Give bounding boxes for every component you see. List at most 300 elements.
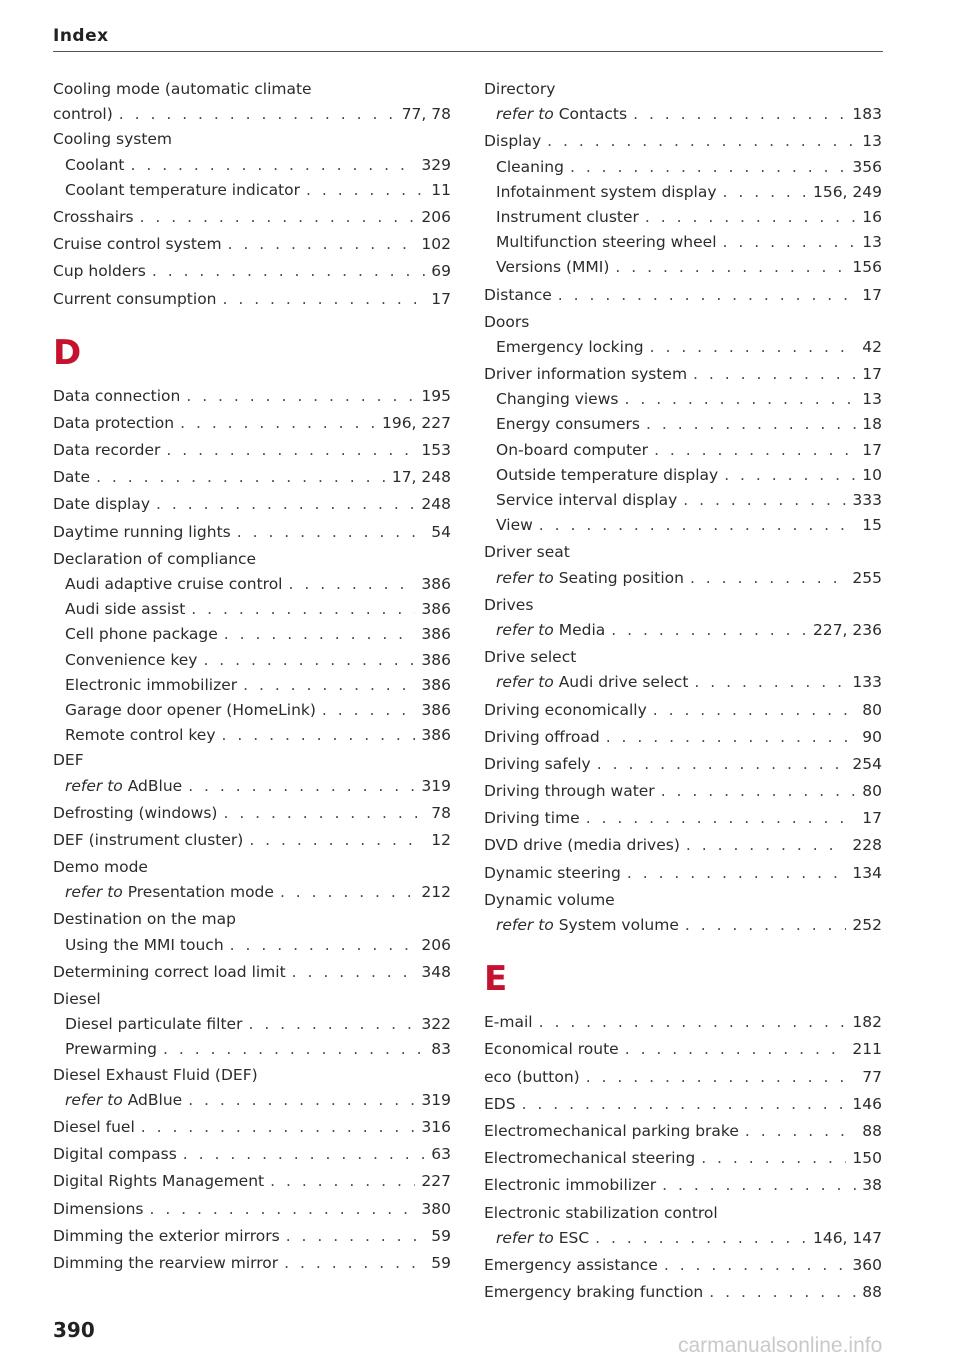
dot-leader <box>539 1010 847 1035</box>
index-entry <box>53 547 451 572</box>
dot-leader <box>188 774 415 799</box>
section-letter: E <box>484 959 508 1000</box>
index-term <box>496 463 718 488</box>
page-reference: 38 <box>862 1176 882 1195</box>
index-entry <box>53 259 451 284</box>
index-term-text: Seating position <box>558 568 684 587</box>
dot-leader <box>292 960 416 985</box>
index-term-text: Audi drive select <box>558 673 689 692</box>
page-reference: 333 <box>852 491 882 509</box>
index-subentry <box>53 153 451 178</box>
index-entry <box>484 1119 882 1144</box>
page-reference: 356 <box>852 157 882 176</box>
page-reference: 206 <box>421 935 451 954</box>
index-entry <box>484 593 882 618</box>
index-entry <box>53 855 451 880</box>
index-term-text: Dimensions <box>53 1199 144 1218</box>
index-term-text: Doors <box>484 312 530 331</box>
index-term-text: Current consumption <box>53 289 217 308</box>
dot-leader <box>690 566 846 591</box>
index-term-text: AdBlue <box>127 776 183 795</box>
page-reference: 54 <box>431 522 451 541</box>
page-reference: 80 <box>862 782 882 801</box>
index-term <box>53 1115 135 1140</box>
index-entry <box>53 1197 451 1222</box>
dot-leader <box>693 362 856 387</box>
index-term-text: Demo mode <box>53 858 148 877</box>
index-term <box>53 287 217 312</box>
dot-leader <box>685 913 847 938</box>
index-term-text: Dynamic volume <box>484 890 615 909</box>
index-term <box>65 774 182 799</box>
cross-reference-label: refer to <box>496 620 554 639</box>
dot-leader <box>547 129 856 154</box>
index-term <box>496 1226 589 1251</box>
page-reference: 77 <box>862 1067 882 1086</box>
index-subentry <box>53 1012 451 1037</box>
index-entry <box>53 1224 451 1249</box>
index-entry <box>484 1280 882 1305</box>
page-reference: 12 <box>431 830 451 849</box>
index-subentry <box>484 180 882 205</box>
index-term-text: Driving through water <box>484 782 655 801</box>
index-entry <box>53 520 451 545</box>
page-reference: 13 <box>862 132 882 151</box>
index-term <box>53 130 172 148</box>
index-entry <box>484 888 882 913</box>
index-term <box>484 752 591 777</box>
index-term-text: Service interval display <box>496 491 678 509</box>
page-reference: 133 <box>852 673 882 692</box>
index-term <box>484 543 570 561</box>
index-entry <box>53 1251 451 1276</box>
page-reference: 59 <box>431 1226 451 1245</box>
dot-leader <box>141 1115 416 1140</box>
index-entry <box>53 205 451 230</box>
index-term <box>53 205 134 230</box>
dot-leader <box>654 438 856 463</box>
index-term-text: Convenience key <box>65 650 198 669</box>
index-term-text: Display <box>484 132 542 151</box>
index-entry <box>53 1115 451 1140</box>
dot-leader <box>615 255 846 280</box>
page-reference: 17 <box>431 289 451 308</box>
dot-leader <box>119 102 396 127</box>
index-term-text: Prewarming <box>65 1040 157 1059</box>
dot-leader <box>280 880 415 905</box>
index-subentry <box>53 1037 451 1062</box>
dot-leader <box>149 1197 415 1222</box>
index-term <box>484 698 647 723</box>
index-term-text: Electronic immobilizer <box>65 675 238 694</box>
dot-leader <box>653 698 857 723</box>
dot-leader <box>724 463 856 488</box>
index-term <box>65 1088 182 1113</box>
index-term-text: ESC <box>558 1228 590 1247</box>
index-term-text: Cooling mode (automatic climate <box>53 80 312 98</box>
dot-leader <box>156 492 415 517</box>
index-term-text: Using the MMI touch <box>65 935 224 954</box>
page-reference: 11 <box>431 180 451 199</box>
page-reference: 206 <box>421 207 451 226</box>
index-term-text: Emergency assistance <box>484 1255 658 1274</box>
index-term <box>484 891 615 909</box>
cross-reference-label: refer to <box>496 568 554 587</box>
index-term-text: Date <box>53 468 91 487</box>
index-subentry <box>53 178 451 203</box>
index-subentry <box>484 387 882 412</box>
page-reference: 248 <box>421 495 451 514</box>
page-reference: 228 <box>852 836 882 855</box>
index-term-text: EDS <box>484 1094 516 1113</box>
page-reference: 386 <box>421 726 451 745</box>
index-term-text: System volume <box>558 916 679 934</box>
page-reference: 17 <box>862 440 882 459</box>
index-subentry <box>53 648 451 673</box>
index-term <box>484 861 621 886</box>
index-entry <box>53 987 451 1012</box>
page-reference: 319 <box>421 1090 451 1109</box>
cross-reference-label: refer to <box>496 105 554 124</box>
index-subentry <box>53 597 451 622</box>
index-term <box>53 492 150 517</box>
index-term-text: Instrument cluster <box>496 207 639 226</box>
dot-leader <box>611 618 807 643</box>
index-entry <box>484 725 882 750</box>
cross-reference-label: refer to <box>65 776 123 795</box>
index-entry <box>53 438 451 463</box>
index-term-text: Cooling system <box>53 130 173 149</box>
index-entry <box>53 127 451 152</box>
page-reference: 360 <box>852 1255 882 1274</box>
index-term <box>496 412 640 437</box>
index-term-text: E-mail <box>484 1013 533 1032</box>
index-term <box>484 1065 580 1090</box>
index-entry <box>53 1063 451 1088</box>
dot-leader <box>597 752 847 777</box>
dot-leader <box>270 1169 415 1194</box>
index-term-text: Coolant temperature indicator <box>65 180 301 199</box>
index-term-text: Energy consumers <box>496 415 641 434</box>
index-term-text: Diesel Exhaust Fluid (DEF) <box>53 1065 258 1084</box>
index-term-text: Date display <box>53 495 151 514</box>
index-subentry <box>484 670 882 695</box>
index-entry <box>53 492 451 517</box>
index-term-text: Declaration of compliance <box>53 549 257 568</box>
index-entry <box>53 1142 451 1167</box>
index-term <box>484 80 555 98</box>
page-reference: 386 <box>421 600 451 619</box>
index-term-text: Dimming the rearview mirror <box>53 1253 279 1272</box>
index-term <box>484 362 687 387</box>
index-subentry <box>484 913 882 938</box>
page-reference: 13 <box>862 390 882 409</box>
dot-leader <box>686 833 847 858</box>
index-term-text: Cup holders <box>53 262 146 281</box>
index-term <box>496 230 717 255</box>
dot-leader <box>586 1065 857 1090</box>
index-term-text: Driver information system <box>484 365 688 384</box>
index-entry <box>484 806 882 831</box>
page-reference: 212 <box>421 883 451 902</box>
index-subentry <box>484 155 882 180</box>
index-subentry <box>484 230 882 255</box>
index-term <box>484 1204 718 1222</box>
index-term-text: Data recorder <box>53 441 161 460</box>
index-term <box>496 513 533 538</box>
page-reference: 316 <box>421 1117 451 1136</box>
index-term <box>65 622 218 647</box>
page-reference: 329 <box>421 155 451 174</box>
index-term <box>65 698 316 723</box>
index-term <box>53 520 231 545</box>
index-term <box>53 960 286 985</box>
dot-leader <box>624 387 856 412</box>
index-term <box>53 828 243 853</box>
index-term <box>53 384 180 409</box>
page-reference: 255 <box>852 568 882 587</box>
index-entry <box>484 1010 882 1035</box>
index-column-right <box>484 77 882 1305</box>
index-subentry <box>484 463 882 488</box>
index-entry <box>53 287 451 312</box>
cross-reference-label: refer to <box>65 883 123 902</box>
dot-leader <box>558 283 856 308</box>
index-term <box>484 1092 516 1117</box>
page-reference: 386 <box>421 625 451 644</box>
index-entry <box>484 283 882 308</box>
index-entry <box>484 310 882 335</box>
dot-leader <box>131 153 416 178</box>
dot-leader <box>662 1173 856 1198</box>
index-term-text: AdBlue <box>127 1090 183 1109</box>
page-reference: 156, 249 <box>812 182 882 201</box>
index-term-text: Driving safely <box>484 754 591 773</box>
dot-leader <box>709 1280 856 1305</box>
index-term <box>496 618 605 643</box>
page-reference: 156 <box>852 258 882 277</box>
index-subentry <box>484 255 882 280</box>
index-entry <box>484 833 882 858</box>
dot-leader <box>627 861 847 886</box>
index-term <box>496 670 688 695</box>
index-entry <box>484 1253 882 1278</box>
index-term-text: Audi adaptive cruise control <box>65 575 283 593</box>
dot-leader <box>322 698 415 723</box>
index-term <box>496 913 679 938</box>
index-term-text: eco (button) <box>484 1067 580 1086</box>
page-reference: 182 <box>852 1013 882 1032</box>
page-reference: 83 <box>431 1040 451 1059</box>
index-term <box>53 550 256 568</box>
index-term-text: Daytime running lights <box>53 522 231 541</box>
dot-leader <box>745 1119 856 1144</box>
index-entry <box>484 1146 882 1171</box>
index-term <box>53 102 113 127</box>
page-reference: 90 <box>862 727 882 746</box>
index-subentry <box>53 723 451 748</box>
index-entry <box>53 748 451 773</box>
index-subentry <box>53 572 451 597</box>
dot-leader <box>224 622 416 647</box>
index-term <box>496 180 717 205</box>
index-entry <box>484 129 882 154</box>
dot-leader <box>166 438 415 463</box>
index-entry <box>484 698 882 723</box>
index-subentry <box>484 1226 882 1251</box>
cross-reference-label: refer to <box>65 1090 123 1109</box>
page-reference: 78 <box>431 803 451 822</box>
page-reference: 59 <box>431 1253 451 1272</box>
index-term <box>65 153 125 178</box>
page-reference: 88 <box>862 1121 882 1140</box>
page-reference: 16 <box>862 207 882 226</box>
index-entry <box>53 102 451 127</box>
page-reference: 10 <box>862 465 882 484</box>
page-reference: 386 <box>421 575 451 593</box>
section-letter: D <box>53 332 82 373</box>
index-term-text: Infotainment system display <box>496 182 717 201</box>
page-reference: 195 <box>421 386 451 405</box>
index-term-text: Digital compass <box>53 1145 177 1164</box>
dot-leader <box>723 230 857 255</box>
index-term <box>496 205 639 230</box>
index-term <box>65 723 216 748</box>
index-term <box>496 102 627 127</box>
dot-leader <box>701 1146 846 1171</box>
index-term-text: Economical route <box>484 1040 619 1059</box>
index-term <box>484 779 655 804</box>
index-term <box>65 648 197 673</box>
index-subentry <box>484 438 882 463</box>
index-term <box>53 858 148 876</box>
index-term <box>65 880 274 905</box>
dot-leader <box>186 384 415 409</box>
index-term <box>53 80 312 98</box>
index-entry <box>53 411 451 436</box>
index-term <box>65 597 185 622</box>
index-entry <box>484 1201 882 1226</box>
index-subentry <box>484 513 882 538</box>
dot-leader <box>595 1226 807 1251</box>
dot-leader <box>243 673 415 698</box>
index-column-left <box>53 77 451 1276</box>
dot-leader <box>286 1224 426 1249</box>
index-term <box>496 335 644 360</box>
index-term-text: Data protection <box>53 413 175 432</box>
page-reference: 196, 227 <box>381 413 451 432</box>
index-term-text: Diesel <box>53 990 101 1008</box>
index-entry <box>53 907 451 932</box>
page-number: 390 <box>53 1318 95 1342</box>
index-subentry <box>53 933 451 958</box>
dot-leader <box>191 597 415 622</box>
index-term <box>484 1010 533 1035</box>
page-reference: 13 <box>862 233 882 252</box>
header-divider <box>53 51 883 52</box>
index-term-text: Driver seat <box>484 543 570 562</box>
dot-leader <box>723 180 807 205</box>
index-term-text: Destination on the map <box>53 910 236 929</box>
index-entry <box>484 779 882 804</box>
page-reference: 348 <box>421 962 451 981</box>
index-subentry <box>53 622 451 647</box>
dot-leader <box>188 1088 415 1113</box>
dot-leader <box>694 670 846 695</box>
index-term <box>496 155 564 180</box>
dot-leader <box>163 1037 425 1062</box>
index-term-text: Outside temperature display <box>496 465 719 484</box>
watermark: carmanualsonline.info <box>678 1334 883 1357</box>
index-term <box>65 1037 157 1062</box>
dot-leader <box>625 1037 847 1062</box>
page-reference: 77, 78 <box>401 105 451 124</box>
page-reference: 146, 147 <box>812 1228 882 1247</box>
page-header-title: Index <box>53 26 109 46</box>
index-term-text: Dimming the exterior mirrors <box>53 1226 280 1245</box>
page-reference: 80 <box>862 700 882 719</box>
index-term-text: Diesel particulate filter <box>65 1015 243 1034</box>
dot-leader <box>664 1253 847 1278</box>
index-subentry <box>53 673 451 698</box>
index-term <box>484 648 576 666</box>
index-subentry <box>484 412 882 437</box>
index-term-text: DEF (instrument cluster) <box>53 830 244 849</box>
index-entry <box>53 960 451 985</box>
index-term-text: Remote control key <box>65 726 216 745</box>
index-term <box>53 990 101 1008</box>
index-term <box>65 1012 242 1037</box>
index-entry <box>53 1169 451 1194</box>
index-entry <box>484 1092 882 1117</box>
index-term <box>53 1142 177 1167</box>
index-term-text: Garage door opener (HomeLink) <box>65 700 316 719</box>
page-reference: 386 <box>421 700 451 719</box>
index-term <box>65 572 282 597</box>
index-term-text: Diesel fuel <box>53 1117 135 1136</box>
index-subentry <box>53 880 451 905</box>
index-term <box>484 1119 739 1144</box>
index-term-text: Directory <box>484 80 556 98</box>
index-term-text: Electronic stabilization control <box>484 1203 718 1222</box>
index-subentry <box>53 1088 451 1113</box>
index-term <box>484 1037 619 1062</box>
index-term-text: Emergency locking <box>496 337 644 356</box>
index-term <box>53 1169 264 1194</box>
page-reference: 254 <box>852 754 882 773</box>
page-reference: 18 <box>862 415 882 434</box>
index-entry <box>484 77 882 102</box>
index-term-text: Audi side assist <box>65 600 186 619</box>
page-reference: 17, 248 <box>391 468 451 487</box>
index-term <box>484 1253 658 1278</box>
index-term-text: Drive select <box>484 648 577 667</box>
index-term-text: Data connection <box>53 386 181 405</box>
index-entry <box>53 801 451 826</box>
index-term <box>53 411 174 436</box>
page-reference: 17 <box>862 285 882 304</box>
index-entry <box>484 362 882 387</box>
dot-leader <box>646 412 856 437</box>
index-entry <box>53 384 451 409</box>
index-term <box>53 1251 278 1276</box>
index-term <box>53 1066 258 1084</box>
page-reference: 319 <box>421 776 451 795</box>
index-term <box>496 438 648 463</box>
index-term <box>484 129 541 154</box>
index-subentry <box>53 698 451 723</box>
index-term-text: Crosshairs <box>53 207 134 226</box>
